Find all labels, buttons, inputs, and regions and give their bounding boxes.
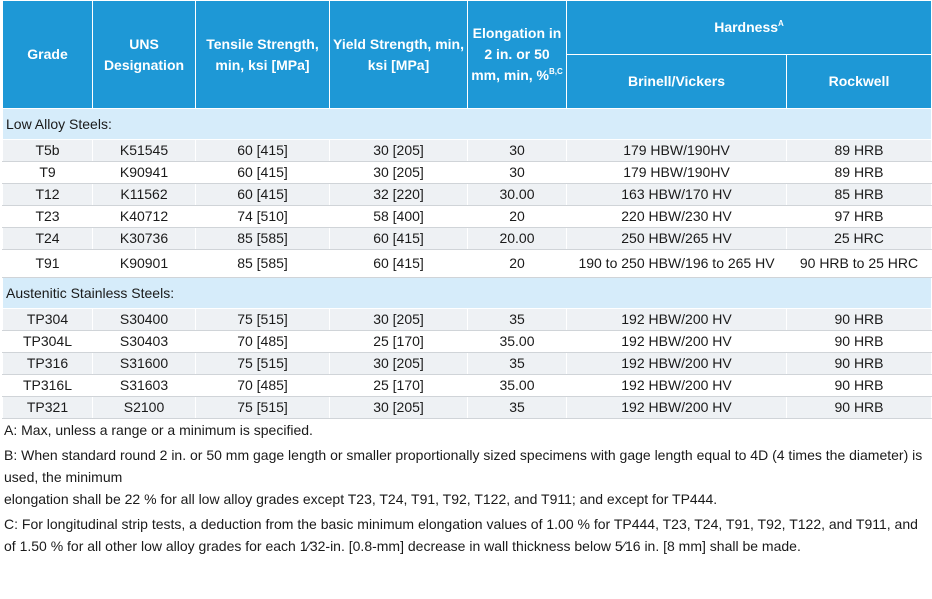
cell-uns: S31600: [93, 353, 196, 375]
cell-elongation: 35.00: [468, 331, 567, 353]
cell-grade: TP304L: [3, 331, 93, 353]
section-austenitic: [3, 278, 932, 309]
cell-uns: S30403: [93, 331, 196, 353]
cell-yield: 60 [415]: [330, 228, 468, 250]
cell-elongation: 30: [468, 162, 567, 184]
cell-rockwell: 90 HRB to 25 HRC: [787, 250, 932, 278]
table-row: [3, 309, 932, 331]
cell-tensile: 75 [515]: [196, 397, 330, 419]
cell-grade: T12: [3, 184, 93, 206]
table-row: [3, 353, 932, 375]
cell-grade: T23: [3, 206, 93, 228]
cell-uns: K11562: [93, 184, 196, 206]
cell-elongation: 20.00: [468, 228, 567, 250]
cell-uns: S30400: [93, 309, 196, 331]
cell-rockwell: 90 HRB: [787, 309, 932, 331]
header-yield: Yield Strength, min, ksi [MPa]: [330, 1, 468, 109]
header-elongation: [468, 1, 567, 109]
cell-grade: T5b: [3, 140, 93, 162]
table-row: [3, 397, 932, 419]
cell-rockwell: 97 HRB: [787, 206, 932, 228]
cell-uns: K30736: [93, 228, 196, 250]
cell-tensile: 60 [415]: [196, 162, 330, 184]
table-row: [3, 184, 932, 206]
cell-rockwell: 90 HRB: [787, 353, 932, 375]
header-uns: UNS Designation: [93, 1, 196, 109]
cell-uns: K40712: [93, 206, 196, 228]
cell-yield: 25 [170]: [330, 331, 468, 353]
cell-tensile: 60 [415]: [196, 184, 330, 206]
cell-grade: T9: [3, 162, 93, 184]
cell-tensile: 70 [485]: [196, 331, 330, 353]
cell-brinell: 179 HBW/190HV: [567, 162, 787, 184]
table-row: [3, 228, 932, 250]
cell-uns: K90901: [93, 250, 196, 278]
cell-yield: 30 [205]: [330, 397, 468, 419]
cell-elongation: 35.00: [468, 375, 567, 397]
cell-uns: K90941: [93, 162, 196, 184]
table-row: [3, 162, 932, 184]
cell-brinell: 192 HBW/200 HV: [567, 331, 787, 353]
cell-yield: 25 [170]: [330, 375, 468, 397]
cell-elongation: 30: [468, 140, 567, 162]
header-elongation-label: Elongation in 2 in. or 50 mm, min, %: [471, 25, 562, 83]
cell-rockwell: 85 HRB: [787, 184, 932, 206]
cell-rockwell: 90 HRB: [787, 397, 932, 419]
cell-elongation: 30.00: [468, 184, 567, 206]
footnote-c: C: For longitudinal strip tests, a deduction from the basic minimum elongation values of 1.00 % for TP444, T23, T24, T91, T92, T122, and T911, and of 1.50 % for all other low alloy grades for each 1⁄32-in. [0.8-mm] decrease in wall thickness below 5⁄16 in. [8 mm] shall be made.: [4, 516, 918, 554]
cell-grade: TP316: [3, 353, 93, 375]
cell-tensile: 60 [415]: [196, 140, 330, 162]
cell-uns: K51545: [93, 140, 196, 162]
cell-tensile: 85 [585]: [196, 228, 330, 250]
cell-yield: 30 [205]: [330, 162, 468, 184]
cell-elongation: 20: [468, 250, 567, 278]
header-hardness-footnote: A: [778, 19, 784, 28]
header-elongation-footnote: B,C: [549, 67, 563, 76]
cell-grade: T24: [3, 228, 93, 250]
cell-yield: 58 [400]: [330, 206, 468, 228]
cell-rockwell: 89 HRB: [787, 162, 932, 184]
cell-brinell: 192 HBW/200 HV: [567, 375, 787, 397]
cell-tensile: 75 [515]: [196, 309, 330, 331]
header-rockwell: Rockwell: [787, 55, 932, 109]
cell-rockwell: 89 HRB: [787, 140, 932, 162]
section-label: Low Alloy Steels:: [3, 109, 932, 140]
cell-grade: TP304: [3, 309, 93, 331]
cell-elongation: 35: [468, 353, 567, 375]
properties-table: [2, 0, 932, 419]
table-row: [3, 375, 932, 397]
cell-tensile: 75 [515]: [196, 353, 330, 375]
cell-brinell: 163 HBW/170 HV: [567, 184, 787, 206]
cell-brinell: 190 to 250 HBW/196 to 265 HV: [567, 250, 787, 278]
table-row: [3, 140, 932, 162]
cell-elongation: 20: [468, 206, 567, 228]
cell-yield: 30 [205]: [330, 353, 468, 375]
cell-elongation: 35: [468, 397, 567, 419]
cell-brinell: 192 HBW/200 HV: [567, 397, 787, 419]
cell-yield: 32 [220]: [330, 184, 468, 206]
cell-rockwell: 25 HRC: [787, 228, 932, 250]
cell-tensile: 74 [510]: [196, 206, 330, 228]
table-row: [3, 331, 932, 353]
header-brinell: Brinell/Vickers: [567, 55, 787, 109]
section-low-alloy: [3, 109, 932, 140]
cell-grade: TP316L: [3, 375, 93, 397]
footnote-b-continued: elongation shall be 22 % for all low alloy grades except T23, T24, T91, T92, T122, and T911; and except for TP444.: [4, 491, 718, 507]
cell-uns: S2100: [93, 397, 196, 419]
footnote-b: B: When standard round 2 in. or 50 mm gage length or smaller proportionally sized specimens with gage length equal to 4D (4 times the diameter) is used, the minimum: [4, 447, 923, 485]
footnote-a: A: Max, unless a range or a minimum is specified.: [4, 422, 313, 438]
header-hardness: [567, 1, 932, 55]
cell-grade: TP321: [3, 397, 93, 419]
cell-brinell: 192 HBW/200 HV: [567, 353, 787, 375]
section-label: Austenitic Stainless Steels:: [3, 278, 932, 309]
cell-yield: 30 [205]: [330, 140, 468, 162]
cell-brinell: 192 HBW/200 HV: [567, 309, 787, 331]
cell-yield: 30 [205]: [330, 309, 468, 331]
cell-tensile: 70 [485]: [196, 375, 330, 397]
cell-uns: S31603: [93, 375, 196, 397]
cell-tensile: 85 [585]: [196, 250, 330, 278]
cell-brinell: 179 HBW/190HV: [567, 140, 787, 162]
cell-brinell: 250 HBW/265 HV: [567, 228, 787, 250]
cell-elongation: 35: [468, 309, 567, 331]
table-row: [3, 206, 932, 228]
header-hardness-label: Hardness: [714, 19, 779, 35]
cell-yield: 60 [415]: [330, 250, 468, 278]
table-row: [3, 250, 932, 278]
cell-brinell: 220 HBW/230 HV: [567, 206, 787, 228]
cell-rockwell: 90 HRB: [787, 375, 932, 397]
footnotes: [0, 419, 924, 557]
header-grade: Grade: [3, 1, 93, 109]
cell-rockwell: 90 HRB: [787, 331, 932, 353]
cell-grade: T91: [3, 250, 93, 278]
header-tensile: Tensile Strength, min, ksi [MPa]: [196, 1, 330, 109]
